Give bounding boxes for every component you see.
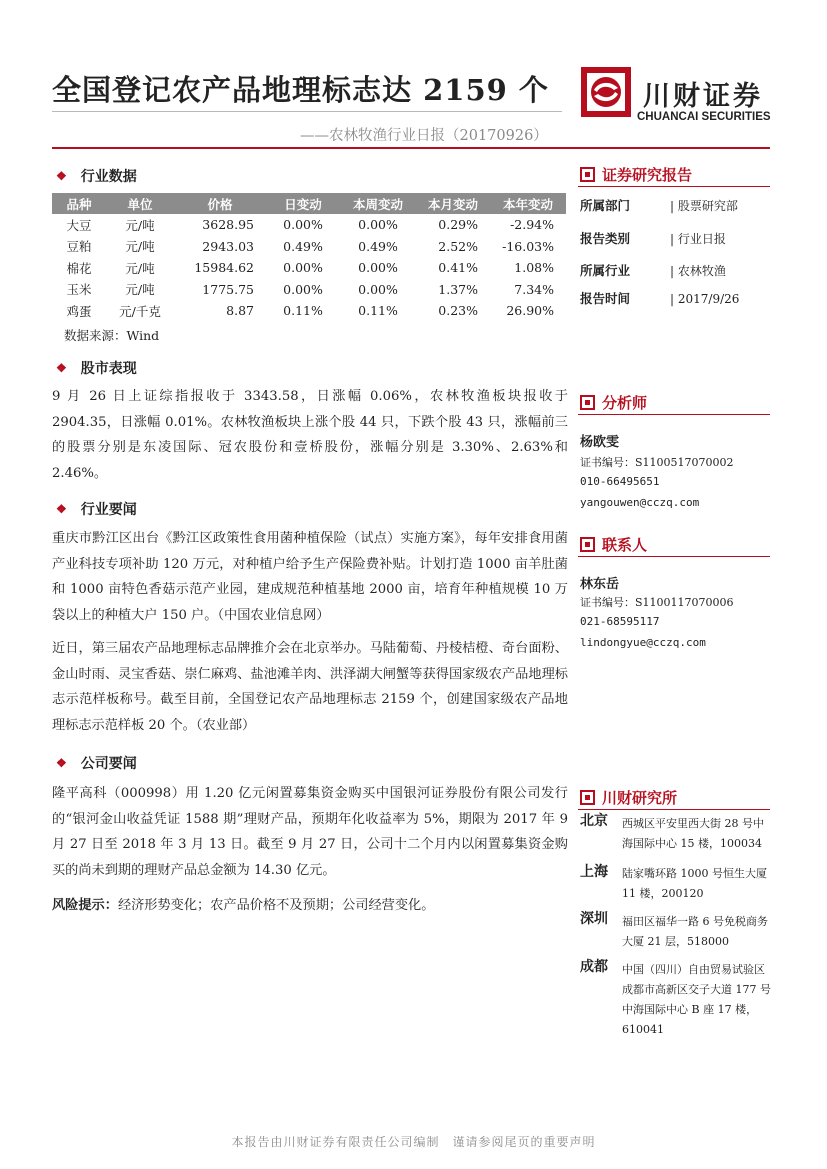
square-bullet-icon bbox=[580, 790, 595, 805]
office-address: 陆家嘴环路 1000 号恒生大厦 11 楼，200120 bbox=[622, 867, 767, 900]
table-cell: 0.11% bbox=[358, 303, 398, 319]
table-cell: 2943.03 bbox=[202, 238, 254, 254]
column-header: 本月变动 bbox=[416, 193, 490, 214]
table-cell: 8.87 bbox=[226, 303, 254, 319]
table-cell: 15984.62 bbox=[194, 260, 254, 276]
info-row-department: 所属部门 | 股票研究部 bbox=[580, 198, 738, 213]
table-cell: -16.03% bbox=[502, 238, 554, 254]
section-industry-news bbox=[56, 499, 137, 519]
table-header-row bbox=[52, 193, 566, 214]
office-city: 上海 bbox=[580, 864, 608, 880]
diamond-bullet-icon: ❖ bbox=[56, 502, 67, 516]
column-header: 单位 bbox=[106, 193, 174, 214]
info-row-date: 报告时间 | 2017/9/26 bbox=[580, 291, 740, 306]
table-cell: 大豆 bbox=[66, 217, 92, 233]
table-cell: -2.94% bbox=[510, 217, 554, 233]
table-cell: 棉花 bbox=[66, 260, 92, 276]
risk-note bbox=[52, 894, 434, 913]
square-bullet-icon bbox=[580, 395, 595, 410]
table-cell: 1.37% bbox=[438, 281, 478, 297]
section-company-news bbox=[56, 753, 137, 773]
table-cell: 0.49% bbox=[358, 238, 398, 254]
table-cell: 元/千克 bbox=[119, 303, 161, 319]
analyst-cert: 证书编号：S1100517070002 bbox=[580, 456, 734, 469]
section-heading: 行业数据 bbox=[80, 169, 137, 185]
news-paragraph-1: 重庆市黔江区出台《黔江区政策性食用菌种植保险（试点）实施方案》，每年安排食用菌产业科技专项补助 120 万元，对种植户给予生产保险费补贴。计划打造 1000 亩羊肚菌和 1000 亩特色香菇示范产业园，建成规范种植基地 2000 亩，培育年种植规模 10 万袋以上的种植大户 150 户。（中国农业信息网） bbox=[52, 531, 568, 623]
table-cell: 0.00% bbox=[358, 260, 398, 276]
chuancai-logo-icon bbox=[580, 66, 632, 118]
office-address: 中国（四川）自由贸易试验区成都市高新区交子大道 177 号中海国际中心 B 座 17 楼，610041 bbox=[622, 963, 771, 1036]
table-cell: 0.00% bbox=[283, 217, 323, 233]
page-footer: 本报告由川财证券有限责任公司编制 谨请参阅尾页的重要声明 bbox=[231, 1135, 596, 1149]
analyst-name: 杨欧雯 bbox=[580, 435, 620, 450]
contact-name: 林东岳 bbox=[580, 577, 620, 592]
table-cell: 0.49% bbox=[283, 238, 323, 254]
table-cell: 0.29% bbox=[438, 217, 478, 233]
sidebar-analyst-heading: 分析师 bbox=[580, 392, 647, 413]
header-divider bbox=[52, 147, 770, 149]
office-city: 北京 bbox=[580, 813, 608, 829]
table-cell: 26.90% bbox=[506, 303, 554, 319]
market-paragraph: 9 月 26 日上证综指报收于 3343.58，日涨幅 0.06%，农林牧渔板块报收于 2904.35，日涨幅 0.01%。农林牧渔板块上涨个股 44 只，下跌个股 43 只，涨幅前三的股票分别是东凌国际、冠农股份和壹桥股份，涨幅分别是 3.30%、2.63%和 2.46%。 bbox=[52, 389, 568, 481]
column-header: 价格 bbox=[174, 193, 266, 214]
table-cell: 7.34% bbox=[514, 281, 554, 297]
sidebar-report-heading: 证券研究报告 bbox=[580, 164, 692, 185]
table-row bbox=[52, 279, 566, 301]
table-row bbox=[52, 214, 566, 236]
table-cell: 0.11% bbox=[283, 303, 323, 319]
table-cell: 元/吨 bbox=[125, 239, 155, 255]
section-industry-data bbox=[56, 166, 137, 186]
news-paragraph-2: 近日，第三届农产品地理标志品牌推介会在北京举办。马陆葡萄、丹棱桔橙、奇台面粉、金山时雨、灵宝香菇、崇仁麻鸡、盐池滩羊肉、洪泽湖大闸蟹等获得国家级农产品地理标志示范样板称号。截至目前，全国登记农产品地理标志 2159 个，创建国家级农产品地理标志示范样板 20 个。（农业部） bbox=[52, 641, 568, 733]
sidebar-divider bbox=[578, 414, 770, 415]
risk-text: 经济形势变化；农产品价格不及预期；公司经营变化。 bbox=[117, 898, 435, 913]
table-cell: 元/吨 bbox=[125, 217, 155, 233]
table-row bbox=[52, 257, 566, 279]
table-cell: 3628.95 bbox=[202, 217, 254, 233]
section-heading: 行业要闻 bbox=[80, 502, 137, 518]
diamond-bullet-icon: ❖ bbox=[56, 756, 67, 770]
info-row-category: 报告类别 | 行业日报 bbox=[580, 231, 726, 246]
brand-name-cn: 川财证券 bbox=[643, 81, 763, 112]
industry-data-table bbox=[52, 193, 566, 322]
office-city: 深圳 bbox=[580, 911, 608, 927]
section-heading: 公司要闻 bbox=[80, 756, 137, 772]
table-cell: 1775.75 bbox=[202, 281, 254, 297]
diamond-bullet-icon: ❖ bbox=[56, 361, 67, 375]
section-heading: 股市表现 bbox=[80, 361, 137, 377]
sidebar-institute-heading: 川财研究所 bbox=[580, 787, 677, 808]
table-cell: 0.00% bbox=[358, 217, 398, 233]
section-market bbox=[56, 358, 137, 378]
table-cell: 0.23% bbox=[438, 303, 478, 319]
table-cell: 0.00% bbox=[283, 260, 323, 276]
page-subtitle: ——农林牧渔行业日报（20170926） bbox=[300, 128, 548, 144]
table-cell: 0.00% bbox=[358, 281, 398, 297]
page-title: 全国登记农产品地理标志达 2159 个 bbox=[52, 73, 549, 107]
sidebar-divider bbox=[578, 186, 770, 187]
contact-cert: 证书编号：S1100117070006 bbox=[580, 596, 734, 609]
table-cell: 鸡蛋 bbox=[66, 303, 92, 319]
contact-email[interactable]: lindongyue@cczq.com bbox=[580, 636, 706, 649]
analyst-phone: 010-66495651 bbox=[580, 475, 660, 488]
square-bullet-icon bbox=[580, 537, 595, 552]
table-row bbox=[52, 236, 566, 258]
table-cell: 2.52% bbox=[438, 238, 478, 254]
analyst-email[interactable]: yangouwen@cczq.com bbox=[580, 496, 700, 509]
data-source-note: 数据来源：Wind bbox=[64, 328, 160, 343]
company-paragraph: 隆平高科（000998）用 1.20 亿元闲置募集资金购买中国银河证券股份有限公司发行的“银河金山收益凭证 1588 期”理财产品，预期年化收益率为 5%，期限为 2017 年 9 月 27 日至 2018 年 3 月 13 日。截至 9 月 27 日，公司十二个月内以闲置募集资金购买的尚未到期的理财产品总金额为 14.30 亿元。 bbox=[52, 786, 568, 878]
contact-phone: 021-68595117 bbox=[580, 615, 660, 628]
table-cell: 豆粕 bbox=[66, 239, 92, 255]
brand-name-en: CHUANCAI SECURITIES bbox=[637, 111, 771, 123]
table-cell: 1.08% bbox=[514, 260, 554, 276]
sidebar-contact-heading: 联系人 bbox=[580, 534, 647, 555]
table-row bbox=[52, 300, 566, 322]
table-cell: 元/吨 bbox=[125, 260, 155, 276]
sidebar-divider bbox=[578, 556, 770, 557]
risk-label: 风险提示： bbox=[52, 898, 118, 913]
column-header: 本周变动 bbox=[340, 193, 416, 214]
office-address: 西城区平安里西大街 28 号中海国际中心 15 楼，100034 bbox=[622, 817, 764, 850]
office-city: 成都 bbox=[580, 959, 608, 975]
column-header: 品种 bbox=[52, 193, 106, 214]
table-cell: 玉米 bbox=[66, 282, 92, 298]
square-bullet-icon bbox=[580, 167, 595, 182]
title-divider bbox=[52, 111, 562, 112]
table-cell: 0.00% bbox=[283, 281, 323, 297]
office-address: 福田区福华一路 6 号免税商务大厦 21 层，518000 bbox=[622, 915, 768, 948]
column-header: 本年变动 bbox=[490, 193, 566, 214]
column-header: 日变动 bbox=[266, 193, 340, 214]
table-cell: 元/吨 bbox=[125, 282, 155, 298]
table-cell: 0.41% bbox=[438, 260, 478, 276]
info-row-industry: 所属行业 | 农林牧渔 bbox=[580, 263, 726, 278]
diamond-bullet-icon: ❖ bbox=[56, 169, 67, 183]
